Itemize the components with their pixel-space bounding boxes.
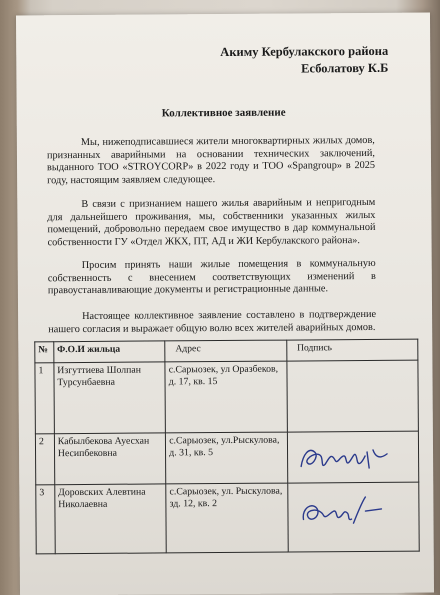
row-address: с.Сарыозек, ул.Рыскулова, д. 31, кв. 5 bbox=[166, 432, 288, 484]
row-name: Доровских Алевтина Николаевна bbox=[55, 484, 167, 554]
header-address: Адрес bbox=[165, 340, 287, 362]
paragraph-4 bbox=[48, 309, 376, 336]
row-name: Изгуттиева Шолпан Турсунбаевна bbox=[54, 362, 166, 434]
recipient-line-1: Акиму Кербулакского района bbox=[220, 43, 389, 60]
row-number: 2 bbox=[35, 434, 54, 485]
recipient-block bbox=[220, 43, 388, 78]
document-title: Коллективное заявление bbox=[161, 106, 286, 120]
row-number: 3 bbox=[36, 485, 55, 554]
table-header-row bbox=[35, 339, 418, 363]
paragraph-1 bbox=[47, 135, 375, 187]
row-signature bbox=[288, 482, 420, 552]
paragraph-1-text: Мы, нижеподписавшиеся жители многоквартирных жилых домов, признанных аварийными на основании технических заключений, выданного ТОО «STROYCORP» в 2022 году и ТОО «Spangroup» в 2025 году, настоящим заявляем следующее. bbox=[46, 134, 376, 186]
handwritten-signature-icon bbox=[295, 489, 405, 534]
header-name: Ф.О.И жильца bbox=[54, 341, 166, 363]
row-number: 1 bbox=[35, 363, 54, 434]
paragraph-3-text: Просим принять наши жилые помещения в коммунальную собственность с внесением соответствующих изменений в правоустанавливающие документы и регистрационные данные. bbox=[47, 257, 376, 297]
row-signature-empty bbox=[287, 360, 419, 432]
table-row bbox=[35, 431, 418, 485]
header-number: № bbox=[35, 342, 54, 363]
row-address: с.Сарыозек, ул. Рыскулова, зд. 12, кв. 2 bbox=[166, 483, 288, 553]
header-signature: Подпись bbox=[287, 339, 418, 361]
row-name: Кабылбекова Ауесхан Несипбековна bbox=[54, 433, 166, 485]
table-row bbox=[36, 482, 419, 554]
row-address: с.Сарыозек, ул Оразбеков, д. 17, кв. 15 bbox=[165, 361, 287, 433]
paragraph-2-text: В связи с признанием нашего жилья аварийным и непригодным для дальнейшего проживания, мы, собственники указанных жилых помещений, добровольно передаем свое имущество в дар коммунальной собственности ГУ «Отдел ЖКХ, ПТ, АД и ЖИ Кербулакского района». bbox=[47, 196, 376, 248]
recipient-line-2: Есболатову К.Б bbox=[301, 60, 389, 76]
paragraph-2 bbox=[47, 197, 375, 249]
paragraph-4-text: Настоящее коллективное заявление составлено в подтверждение нашего согласия и выражает общую волю всех жителей аварийных домов. bbox=[48, 308, 377, 335]
handwritten-signature-icon bbox=[295, 438, 405, 479]
residents-table bbox=[34, 339, 419, 555]
row-signature bbox=[287, 431, 419, 483]
document-page bbox=[16, 13, 434, 595]
paragraph-3 bbox=[48, 258, 376, 298]
table-row bbox=[35, 360, 418, 434]
